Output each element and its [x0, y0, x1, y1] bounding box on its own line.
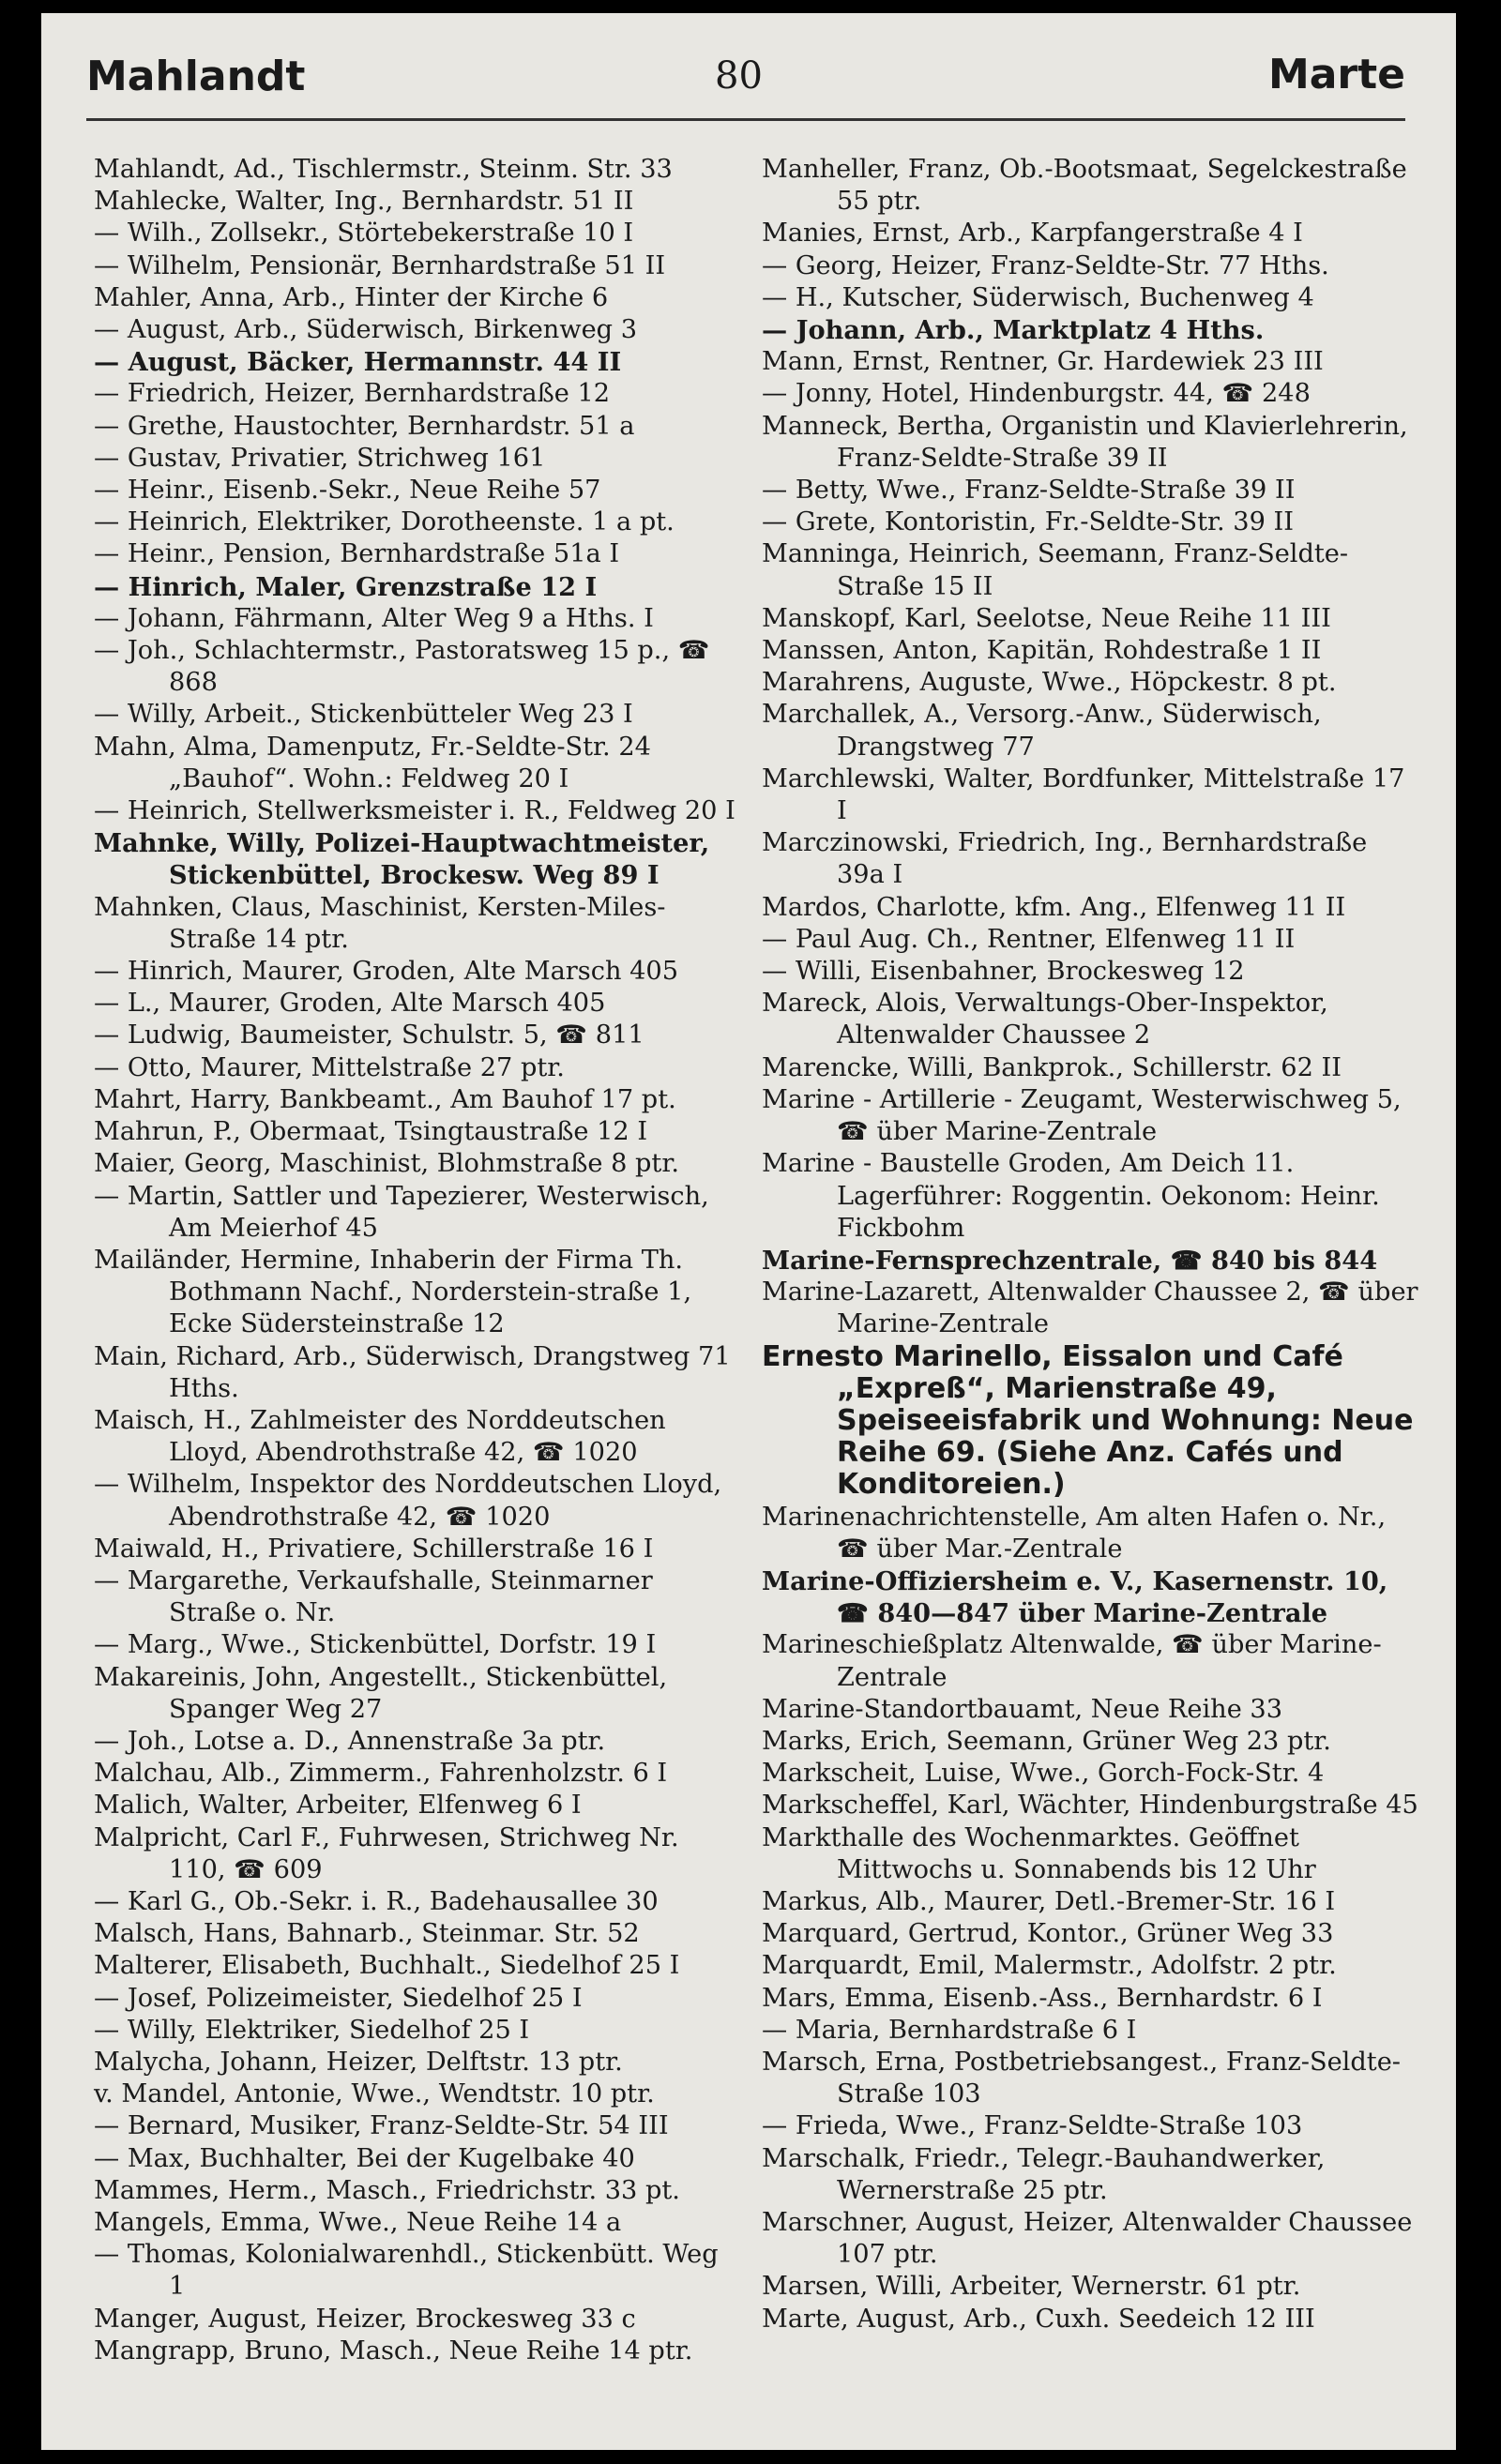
directory-entry: Mann, Ernst, Rentner, Gr. Hardewiek 23 III — [762, 347, 1324, 377]
directory-entry: — Johann, Fährmann, Alter Weg 9 a Hths. I — [94, 603, 654, 633]
directory-entry: Mahrt, Harry, Bankbeamt., Am Bauhof 17 pt. — [94, 1084, 676, 1114]
directory-entry: — Marg., Wwe., Stickenbüttel, Dorfstr. 19 I — [94, 1630, 657, 1660]
directory-entry: Marencke, Willi, Bankprok., Schillerstr. 62 II — [762, 1052, 1342, 1082]
directory-entry: Malpricht, Carl F., Fuhrwesen, Strichweg Nr. 110, ☎ 609 — [94, 1822, 679, 1884]
directory-entry: Marschalk, Friedr., Telegr.-Bauhandwerker, Wernerstraße 25 ptr. — [762, 2143, 1326, 2205]
directory-entry: Marine-Lazarett, Altenwalder Chaussee 2, ☎ über Marine-Zentrale — [762, 1277, 1418, 1339]
directory-entry: Mahnke, Willy, Polizei-Hauptwachtmeister, Stickenbüttel, Brockesw. Weg 89 I — [94, 828, 710, 891]
directory-entry: Manneck, Bertha, Organistin und Klavierlehrerin, Franz-Seldte-Straße 39 II — [762, 411, 1408, 473]
directory-entry: — Josef, Polizeimeister, Siedelhof 25 I — [94, 1983, 583, 2013]
left-column — [94, 154, 741, 2367]
directory-entry: Maisch, H., Zahlmeister des Norddeutschen Lloyd, Abendrothstraße 42, ☎ 1020 — [94, 1405, 666, 1468]
directory-entry: Mammes, Herm., Masch., Friedrichstr. 33 pt. — [94, 2175, 680, 2205]
directory-entry: Marquardt, Emil, Malermstr., Adolfstr. 2 ptr. — [762, 1951, 1337, 1981]
directory-entry: — Hinrich, Maurer, Groden, Alte Marsch 405 — [94, 957, 679, 987]
directory-entry: — Johann, Arb., Marktplatz 4 Hths. — [762, 315, 1265, 346]
directory-entry: — Georg, Heizer, Franz-Seldte-Str. 77 Hths. — [762, 250, 1329, 280]
directory-entry: — Ludwig, Baumeister, Schulstr. 5, ☎ 811 — [94, 1020, 644, 1051]
directory-entry: — Grete, Kontoristin, Fr.-Seldte-Str. 39 II — [762, 507, 1295, 537]
directory-entry: — Heinrich, Elektriker, Dorotheenste. 1 a pt. — [94, 507, 675, 537]
directory-entry: Mahler, Anna, Arb., Hinter der Kirche 6 — [94, 282, 609, 312]
directory-entry: Malterer, Elisabeth, Buchhalt., Siedelhof 25 I — [94, 1951, 680, 1981]
directory-entry: — Frieda, Wwe., Franz-Seldte-Straße 103 — [762, 2111, 1303, 2141]
directory-entry: Marahrens, Auguste, Wwe., Höpckestr. 8 pt. — [762, 668, 1337, 698]
directory-entry: — Wilhelm, Inspektor des Norddeutschen Lloyd, Abendrothstraße 42, ☎ 1020 — [94, 1470, 722, 1532]
directory-entry: — August, Bäcker, Hermannstr. 44 II — [94, 347, 622, 378]
directory-entry: — Willy, Arbeit., Stickenbütteler Weg 23 I — [94, 700, 633, 730]
directory-entry: Manies, Ernst, Arb., Karpfangerstraße 4 I — [762, 219, 1303, 249]
directory-entry: Mangels, Emma, Wwe., Neue Reihe 14 a — [94, 2208, 622, 2237]
directory-entry: Marchlewski, Walter, Bordfunker, Mittelstraße 17 I — [762, 763, 1405, 826]
directory-entry: Maiwald, H., Privatiere, Schillerstraße 16 I — [94, 1534, 654, 1564]
directory-entry: Mars, Emma, Eisenb.-Ass., Bernhardstr. 6 I — [762, 1983, 1323, 2013]
directory-entry: Markscheit, Luise, Wwe., Gorch-Fock-Str. 4 — [762, 1759, 1325, 1789]
directory-entry: Mahlandt, Ad., Tischlermstr., Steinm. Str. 33 — [94, 155, 673, 184]
directory-entry: — Joh., Lotse a. D., Annenstraße 3a ptr. — [94, 1726, 606, 1756]
directory-entry: Maier, Georg, Maschinist, Blohmstraße 8 ptr. — [94, 1149, 680, 1179]
directory-entry: — Grethe, Haustochter, Bernhardstr. 51 a — [94, 411, 635, 441]
directory-entry: Manger, August, Heizer, Brockesweg 33 c — [94, 2304, 636, 2334]
directory-entry: Mahn, Alma, Damenputz, Fr.-Seldte-Str. 24 „Bauhof“. Wohn.: Feldweg 20 I — [94, 732, 651, 794]
directory-page — [41, 13, 1456, 2450]
header-rule — [86, 118, 1405, 121]
header-first-name: Mahlandt — [86, 53, 306, 100]
directory-entry: Malsch, Hans, Bahnarb., Steinmar. Str. 52 — [94, 1919, 640, 1949]
directory-entry: Marine-Standortbauamt, Neue Reihe 33 — [762, 1694, 1283, 1724]
directory-entry: — Margarethe, Verkaufshalle, Steinmarner Straße o. Nr. — [94, 1565, 653, 1628]
directory-entry: Manninga, Heinrich, Seemann, Franz-Seldte-Straße 15 II — [762, 539, 1349, 601]
directory-entry: Mahrun, P., Obermaat, Tsingtaustraße 12 I — [94, 1117, 648, 1147]
directory-entry: — H., Kutscher, Süderwisch, Buchenweg 4 — [762, 282, 1314, 312]
directory-entry: Manheller, Franz, Ob.-Bootsmaat, Segelckestraße 55 ptr. — [762, 155, 1407, 217]
directory-entry: Manssen, Anton, Kapitän, Rohdestraße 1 II — [762, 636, 1322, 666]
directory-entry: — Martin, Sattler und Tapezierer, Westerwisch, Am Meierhof 45 — [94, 1181, 709, 1243]
directory-entry: Mangrapp, Bruno, Masch., Neue Reihe 14 ptr. — [94, 2336, 693, 2366]
directory-entry: Marchallek, A., Versorg.-Anw., Süderwisch, Drangstweg 77 — [762, 700, 1322, 762]
directory-entry: — Karl G., Ob.-Sekr. i. R., Badehausallee 30 — [94, 1886, 659, 1916]
directory-entry: Marineschießplatz Altenwalde, ☎ über Marine-Zentrale — [762, 1630, 1382, 1692]
directory-entry: — Hinrich, Maler, Grenzstraße 12 I — [94, 571, 598, 602]
directory-entry: — Bernard, Musiker, Franz-Seldte-Str. 54 III — [94, 2111, 669, 2141]
directory-entry: — Heinr., Eisenb.-Sekr., Neue Reihe 57 — [94, 476, 601, 506]
directory-entry: — Paul Aug. Ch., Rentner, Elfenweg 11 II — [762, 924, 1296, 954]
directory-entry: Malchau, Alb., Zimmerm., Fahrenholzstr. 6 I — [94, 1759, 668, 1789]
directory-entry: — Max, Buchhalter, Bei der Kugelbake 40 — [94, 2143, 635, 2173]
directory-entry: Malycha, Johann, Heizer, Delftstr. 13 ptr. — [94, 2047, 623, 2077]
directory-entry: — Otto, Maurer, Mittelstraße 27 ptr. — [94, 1052, 565, 1082]
directory-entry: Marine-Offiziersheim e. V., Kasernenstr. 10, ☎ 840—847 über Marine-Zentrale — [762, 1565, 1388, 1629]
directory-entry: Markthalle des Wochenmarktes. Geöffnet Mittwochs u. Sonnabends bis 12 Uhr — [762, 1822, 1316, 1884]
page-header — [41, 13, 1456, 154]
directory-entry: Marschner, August, Heizer, Altenwalder Chaussee 107 ptr. — [762, 2208, 1413, 2270]
directory-entry: — Joh., Schlachtermstr., Pastoratsweg 15 p., ☎ 868 — [94, 636, 710, 698]
directory-entry: Markscheffel, Karl, Wächter, Hindenburgstraße 45 — [762, 1791, 1418, 1821]
directory-entry: Makareinis, John, Angestellt., Stickenbüttel, Spanger Weg 27 — [94, 1662, 668, 1724]
directory-entry: Marks, Erich, Seemann, Grüner Weg 23 ptr. — [762, 1726, 1331, 1756]
directory-entry: — L., Maurer, Groden, Alte Marsch 405 — [94, 989, 606, 1019]
directory-entry: Mardos, Charlotte, kfm. Ang., Elfenweg 11 II — [762, 892, 1346, 922]
directory-entry: — Heinrich, Stellwerksmeister i. R., Feldweg 20 I — [94, 796, 735, 826]
directory-entry: Ernesto Marinello, Eissalon und Café „Expreß“, Marienstraße 49, Speiseeisfabrik und Wohnung: Neue Reihe 69. (Siehe Anz. Cafés und Konditoreien.) — [762, 1339, 1414, 1502]
directory-entry: Marine - Baustelle Groden, Am Deich 11. Lagerführer: Roggentin. Oekonom: Heinr. Fickbohm — [762, 1149, 1380, 1243]
directory-entry: Main, Richard, Arb., Süderwisch, Drangstweg 71 Hths. — [94, 1341, 731, 1403]
header-last-name: Marte — [1267, 51, 1405, 98]
directory-entry: Mahnken, Claus, Maschinist, Kersten-Miles-Straße 14 ptr. — [94, 892, 666, 954]
directory-entry: Mareck, Alois, Verwaltungs-Ober-Inspektor, Altenwalder Chaussee 2 — [762, 989, 1328, 1051]
directory-entry: Marquard, Gertrud, Kontor., Grüner Weg 33 — [762, 1919, 1334, 1949]
directory-entry: Marsch, Erna, Postbetriebsangest., Franz-Seldte-Straße 103 — [762, 2047, 1401, 2109]
directory-entry: Manskopf, Karl, Seelotse, Neue Reihe 11 III — [762, 603, 1331, 633]
page-number: 80 — [715, 54, 763, 98]
directory-entry: — Friedrich, Heizer, Bernhardstraße 12 — [94, 379, 611, 409]
directory-entry: Marczinowski, Friedrich, Ing., Bernhardstraße 39a I — [762, 828, 1368, 890]
directory-entry: Markus, Alb., Maurer, Detl.-Bremer-Str. 16 I — [762, 1886, 1336, 1916]
directory-entry: — Wilh., Zollsekr., Störtebekerstraße 10 I — [94, 219, 634, 249]
directory-entry: — Willy, Elektriker, Siedelhof 25 I — [94, 2015, 530, 2045]
directory-entry: — Maria, Bernhardstraße 6 I — [762, 2015, 1137, 2045]
directory-entry: — Wilhelm, Pensionär, Bernhardstraße 51 II — [94, 250, 666, 280]
directory-entry: Malich, Walter, Arbeiter, Elfenweg 6 I — [94, 1791, 582, 1821]
directory-entry: — Betty, Wwe., Franz-Seldte-Straße 39 II — [762, 476, 1296, 506]
directory-entry: — Heinr., Pension, Bernhardstraße 51a I — [94, 539, 620, 569]
directory-entry: Marinenachrichtenstelle, Am alten Hafen o. Nr., ☎ über Mar.-Zentrale — [762, 1502, 1387, 1564]
right-column — [762, 154, 1418, 2336]
directory-entry: Mailänder, Hermine, Inhaberin der Firma Th. Bothmann Nachf., Norderstein-straße 1, Ecke Südersteinstraße 12 — [94, 1245, 692, 1339]
directory-entry: Marsen, Willi, Arbeiter, Wernerstr. 61 ptr. — [762, 2272, 1301, 2302]
directory-entry: Mahlecke, Walter, Ing., Bernhardstr. 51 II — [94, 187, 634, 217]
directory-entry: Marine - Artillerie - Zeugamt, Westerwischweg 5, ☎ über Marine-Zentrale — [762, 1084, 1402, 1147]
directory-entry: — August, Arb., Süderwisch, Birkenweg 3 — [94, 315, 638, 345]
directory-entry: v. Mandel, Antonie, Wwe., Wendtstr. 10 ptr. — [94, 2079, 655, 2109]
directory-entry: Marte, August, Arb., Cuxh. Seedeich 12 III — [762, 2304, 1315, 2334]
directory-entry: Marine-Fernsprechzentrale, ☎ 840 bis 844 — [762, 1245, 1378, 1276]
directory-entry: — Jonny, Hotel, Hindenburgstr. 44, ☎ 248 — [762, 379, 1311, 409]
directory-entry: — Thomas, Kolonialwarenhdl., Stickenbütt. Weg 1 — [94, 2240, 719, 2302]
directory-entry: — Gustav, Privatier, Strichweg 161 — [94, 443, 546, 473]
directory-entry: — Willi, Eisenbahner, Brockesweg 12 — [762, 957, 1245, 987]
